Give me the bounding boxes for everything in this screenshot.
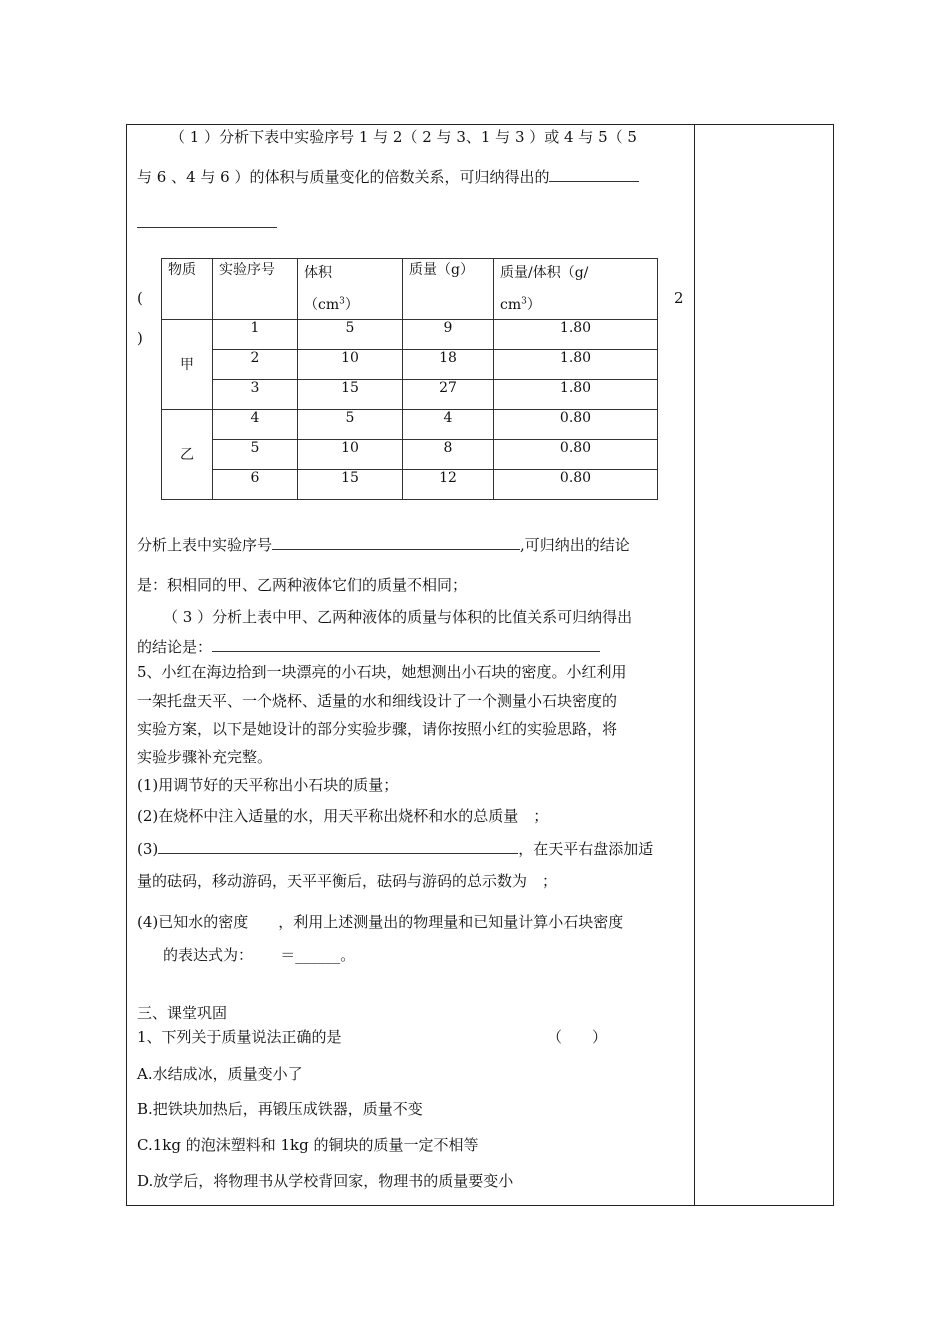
table-row [162, 439, 658, 469]
option-c: C.1kg 的泡沫塑料和 1kg 的铜块的质量一定不相等 [137, 1136, 479, 1154]
cell-mass: 12 [403, 469, 494, 499]
cell-volume: 10 [298, 349, 403, 379]
cell-volume: 15 [298, 379, 403, 409]
answer-blank[interactable] [549, 167, 639, 182]
q4-part3-text: 的结论是： [137, 638, 213, 656]
table-row [162, 319, 658, 349]
material-cell: 甲 [162, 319, 213, 409]
q5-line2: 一架托盘天平、一个烧杯、适量的水和细线设计了一个测量小石块密度的 [137, 692, 618, 710]
header-ratio-unit: $cm^3$） [500, 296, 541, 313]
q5-step1: (1)用调节好的天平称出小石块的质量； [137, 776, 399, 794]
option-d: D.放学后，将物理书从学校背回家，物理书的质量要变小 [137, 1172, 514, 1190]
q5-step4-line1: (4)已知水的密度 ，利用上述测量出的物理量和已知量计算小石块密度 [137, 913, 624, 931]
side-paren-close: ) [137, 329, 143, 347]
cell-volume: 5 [298, 409, 403, 439]
q5-line1: 5、小红在海边拾到一块漂亮的小石块，她想测出小石块的密度。小红利用 [137, 663, 627, 681]
q4-part1-line2-text: 与 6 、4 与 6 ）的体积与质量变化的倍数关系，可归纳得出的 [137, 168, 550, 186]
table-row [162, 349, 658, 379]
q5-step3-line1 [137, 839, 653, 859]
cell-id: 5 [213, 439, 298, 469]
q4-part3-line2 [137, 637, 600, 657]
cell-id: 1 [213, 319, 298, 349]
experiment-table [161, 258, 658, 500]
q5-step3-head: (3) [137, 840, 159, 858]
q4-part2-line1 [137, 535, 630, 555]
option-b: B.把铁块加热后，再锻压成铁器，质量不变 [137, 1100, 423, 1118]
cell-id: 2 [213, 349, 298, 379]
cell-ratio: 0.80 [494, 469, 658, 499]
cell-volume: 10 [298, 439, 403, 469]
cell-id: 3 [213, 379, 298, 409]
cell-mass: 8 [403, 439, 494, 469]
q4-part2-text: 分析上表中实验序号 [137, 536, 273, 554]
q5-step2: (2)在烧杯中注入适量的水，用天平称出烧杯和水的总质量 ； [137, 807, 549, 825]
answer-blank[interactable] [137, 213, 277, 228]
cell-id: 6 [213, 469, 298, 499]
header-volume [298, 259, 403, 320]
cell-volume: 5 [298, 319, 403, 349]
cell-volume: 15 [298, 469, 403, 499]
cell-mass: 27 [403, 379, 494, 409]
side-paren-open: ( [137, 289, 143, 307]
cell-ratio: 1.80 [494, 379, 658, 409]
q4-part3-line1: （ 3 ）分析上表中甲、乙两种液体的质量与体积的比值关系可归纳得出 [163, 608, 633, 626]
table-row [162, 469, 658, 499]
q5-step3-tail: ，在天平右盘添加适 [518, 840, 654, 858]
answer-blank[interactable] [212, 637, 600, 652]
q5-line3: 实验方案，以下是她设计的部分实验步骤，请你按照小红的实验思路，将 [137, 720, 618, 738]
answer-blank[interactable] [158, 839, 518, 854]
table-row [162, 409, 658, 439]
cell-ratio: 1.80 [494, 319, 658, 349]
column-divider [694, 124, 695, 1206]
header-volume-unit: $(cm^3)$ [304, 296, 359, 313]
q5-step3-line2: 量的砝码，移动游码，天平平衡后，砝码与游码的总示数为 ； [137, 872, 558, 890]
header-material: 物质 [162, 259, 213, 320]
table-row [162, 379, 658, 409]
answer-blank[interactable] [272, 535, 520, 550]
q4-part1-line2 [137, 167, 639, 187]
header-mass: 质量（g） [403, 259, 494, 320]
header-id: 实验序号 [213, 259, 298, 320]
section-title: 三、课堂巩固 [137, 1004, 228, 1022]
answer-paren[interactable]: （ ） [547, 1028, 608, 1046]
header-volume-label: 体积 [304, 265, 332, 281]
side-number: 2 [674, 289, 684, 307]
cell-mass: 4 [403, 409, 494, 439]
mc-question: 1、下列关于质量说法正确的是 [137, 1028, 342, 1046]
cell-id: 4 [213, 409, 298, 439]
q4-part1-line1: （ 1 ）分析下表中实验序号 1 与 2（ 2 与 3、1 与 3 ）或 4 与 5（ 5 [170, 128, 637, 146]
q5-step4-end: 。 [340, 946, 356, 964]
q5-line4: 实验步骤补充完整。 [137, 748, 273, 766]
cell-mass: 9 [403, 319, 494, 349]
q5-step4-line2 [163, 945, 355, 965]
q5-step4-text: 的表达式为： ＝ [163, 946, 296, 964]
table-header-row [162, 259, 658, 320]
answer-blank[interactable]: ______ [295, 946, 341, 964]
material-cell: 乙 [162, 409, 213, 499]
option-a: A.水结成冰，质量变小了 [137, 1065, 303, 1083]
q4-part1-line3 [137, 213, 277, 233]
q4-part2-tail: ,可归纳出的结论 [520, 536, 630, 554]
cell-ratio: 0.80 [494, 439, 658, 469]
cell-ratio: 1.80 [494, 349, 658, 379]
q4-part2-line2: 是：积相同的甲、乙两种液体它们的质量不相同； [137, 576, 468, 594]
cell-ratio: 0.80 [494, 409, 658, 439]
header-ratio-label: 质量/体积（g/ [500, 265, 589, 281]
cell-mass: 18 [403, 349, 494, 379]
header-ratio [494, 259, 658, 320]
